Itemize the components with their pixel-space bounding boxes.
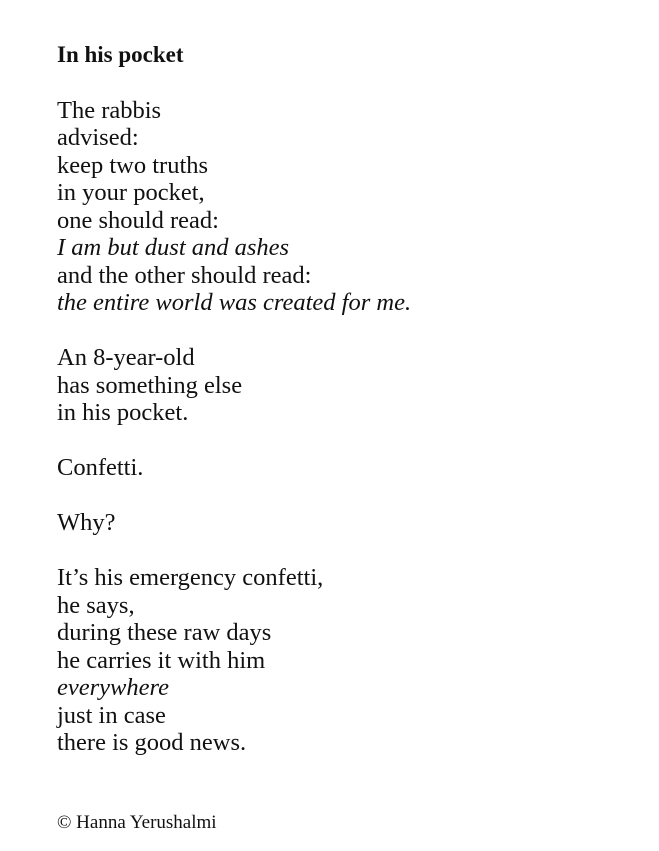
- poem-line: he carries it with him: [57, 647, 266, 674]
- poem-line-italic: the entire world was created for me.: [57, 289, 412, 316]
- poem-line: during these raw days: [57, 619, 272, 646]
- poem-line: in your pocket,: [57, 179, 205, 206]
- copyright-notice: © Hanna Yerushalmi: [57, 812, 217, 833]
- poem-line: in his pocket.: [57, 399, 189, 426]
- poem-line: has something else: [57, 372, 243, 399]
- poem-line-italic: everywhere: [57, 674, 169, 701]
- poem-line: The rabbis: [57, 97, 162, 124]
- poem-line: advised:: [57, 124, 139, 151]
- poem-line: and the other should read:: [57, 262, 312, 289]
- poem-title: In his pocket: [57, 42, 184, 67]
- poem-line: Why?: [57, 509, 116, 536]
- poem-line: An 8-year-old: [57, 344, 195, 371]
- poem-line: It’s his emergency confetti,: [57, 564, 324, 591]
- poem-line: Confetti.: [57, 454, 144, 481]
- poem-line-italic: I am but dust and ashes: [57, 234, 290, 261]
- poem-line: one should read:: [57, 207, 219, 234]
- poem-line: keep two truths: [57, 152, 209, 179]
- poem-line: there is good news.: [57, 729, 247, 756]
- poem-line: just in case: [57, 702, 166, 729]
- poem-line: he says,: [57, 592, 135, 619]
